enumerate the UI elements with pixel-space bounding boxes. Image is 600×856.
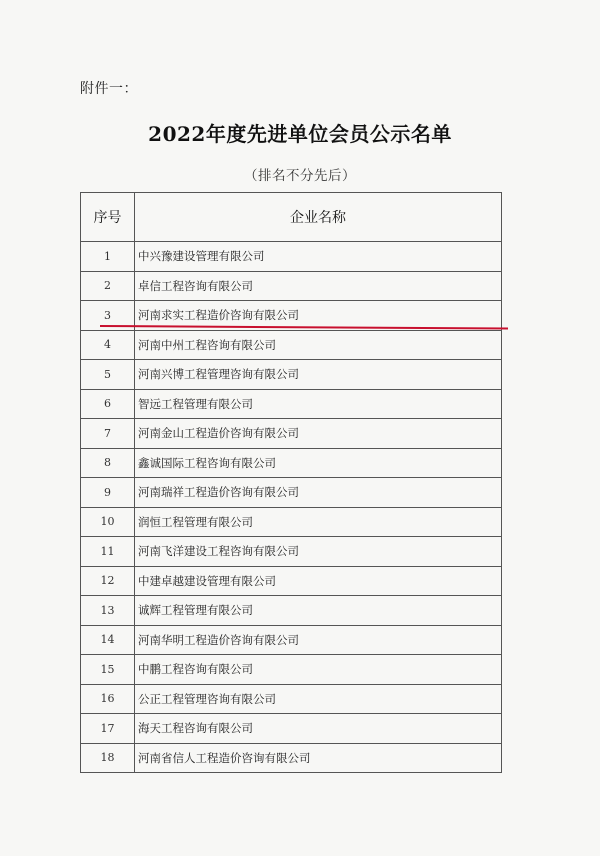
table-row [81, 714, 502, 744]
row-company-name: 智远工程管理有限公司 [135, 389, 502, 419]
table-row [81, 684, 502, 714]
header-index: 序号 [81, 193, 135, 242]
row-index: 9 [81, 478, 135, 508]
table-row [81, 743, 502, 773]
row-index: 15 [81, 655, 135, 685]
table-row [81, 566, 502, 596]
table-header-row [81, 193, 502, 242]
row-company-name: 中兴豫建设管理有限公司 [135, 242, 502, 272]
row-company-name: 鑫诚国际工程咨询有限公司 [135, 448, 502, 478]
row-index: 3 [81, 301, 135, 331]
row-company-name: 卓信工程咨询有限公司 [135, 271, 502, 301]
row-index: 8 [81, 448, 135, 478]
table-row [81, 389, 502, 419]
row-company-name: 中鹏工程咨询有限公司 [135, 655, 502, 685]
row-company-name: 河南飞洋建设工程咨询有限公司 [135, 537, 502, 567]
page-subtitle: （排名不分先后） [244, 168, 356, 184]
row-index: 18 [81, 743, 135, 773]
table-row [81, 360, 502, 390]
row-company-name: 中建卓越建设管理有限公司 [135, 566, 502, 596]
table-row [81, 448, 502, 478]
row-index: 5 [81, 360, 135, 390]
row-index: 6 [81, 389, 135, 419]
row-index: 11 [81, 537, 135, 567]
row-company-name: 河南求实工程造价咨询有限公司 [135, 301, 502, 331]
table-row [81, 596, 502, 626]
row-index: 14 [81, 625, 135, 655]
row-company-name: 河南兴博工程管理咨询有限公司 [135, 360, 502, 390]
table-row [81, 537, 502, 567]
row-company-name: 诚辉工程管理有限公司 [135, 596, 502, 626]
table-row [81, 478, 502, 508]
row-index: 2 [81, 271, 135, 301]
table-row [81, 330, 502, 360]
table-row [81, 625, 502, 655]
table-row [81, 419, 502, 449]
row-company-name: 河南华明工程造价咨询有限公司 [135, 625, 502, 655]
member-list-table [80, 192, 502, 773]
row-index: 4 [81, 330, 135, 360]
table-row [81, 507, 502, 537]
row-company-name: 河南中州工程咨询有限公司 [135, 330, 502, 360]
row-company-name: 河南瑞祥工程造价咨询有限公司 [135, 478, 502, 508]
header-company-name: 企业名称 [135, 193, 502, 242]
row-index: 17 [81, 714, 135, 744]
row-index: 13 [81, 596, 135, 626]
table-row [81, 271, 502, 301]
row-company-name: 河南省信人工程造价咨询有限公司 [135, 743, 502, 773]
row-company-name: 海天工程咨询有限公司 [135, 714, 502, 744]
row-company-name: 河南金山工程造价咨询有限公司 [135, 419, 502, 449]
row-index: 10 [81, 507, 135, 537]
row-index: 1 [81, 242, 135, 272]
table-row [81, 242, 502, 272]
row-index: 7 [81, 419, 135, 449]
table-row [81, 655, 502, 685]
page-title: 2022年度先进单位会员公示名单 [148, 122, 452, 146]
row-company-name: 公正工程管理咨询有限公司 [135, 684, 502, 714]
row-company-name: 润恒工程管理有限公司 [135, 507, 502, 537]
row-index: 16 [81, 684, 135, 714]
row-index: 12 [81, 566, 135, 596]
attachment-label: 附件一： [80, 81, 138, 97]
